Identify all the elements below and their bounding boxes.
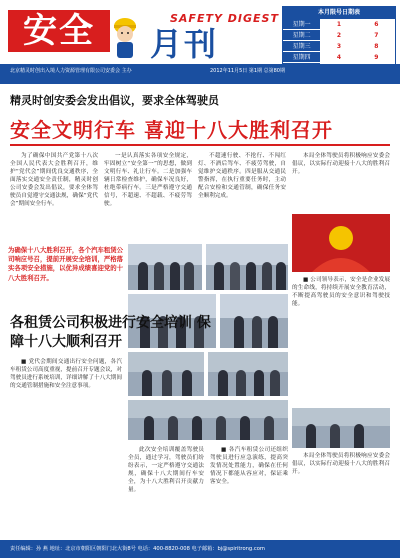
headline-divider	[10, 144, 390, 146]
article-column-2: 一是认真落实各项安全规定，牢固树立“安全第一”的思想，做到文明行车、礼让行车。二是加强车辆日常检查维护，确保车况良好，杜绝带病行车。三是严格遵守交通信号，不超速、不超载、不疲劳驾驶。	[104, 153, 192, 207]
meeting-photo-2	[206, 244, 288, 290]
schedule-num: 7	[374, 32, 379, 39]
lower-column-3: ■ 各汽车租赁公司还组织驾驶员进行应急演练，提高突发情况处置能力，确保在任何情况下都能从容应对，保证乘客安全。	[210, 447, 288, 485]
publisher-line: 北京精灵时创出入境人力资源管理有限公司安委会 主办	[10, 68, 132, 74]
training-photo-1	[128, 352, 204, 396]
footer-text: 责任编辑：孙 燕 地址：北京市朝阳区朝阳门北大街8号 电话：400-8820-008 电子邮箱：bj@spiritrong.com	[10, 546, 265, 552]
right-column-text: ■ 公司领导表示，安全是企业发展的生命线，将持续开展安全教育活动，不断提高驾驶员的安全意识和驾驶技能。	[292, 277, 390, 307]
lower-column-2: 此次安全培训覆盖驾驶员全员，通过学习，驾驶员们纷纷表示，一定严格遵守交通法规，确保十八大期间行车安全，为十八大胜利召开贡献力量。	[128, 447, 204, 493]
training-subhead: 各租赁公司积极进行安全培训 保障十八大顺利召开	[10, 315, 211, 350]
masthead-title: 月刊	[150, 25, 219, 63]
lower-column-1: ■ 党代会期间交通出行安全问题，各汽车租赁公司高度重视，提前召开专题会议，对驾驶员进行系统培训，详细讲解了十八大期间的交通管制措施和安全注意事项。	[10, 359, 122, 389]
schedule-header: 本月限号日期表	[283, 7, 395, 19]
schedule-row	[283, 19, 395, 30]
congress-poster-image	[292, 214, 390, 272]
schedule-num: 2	[336, 32, 342, 39]
flag-emblem-icon	[292, 214, 390, 272]
masthead-info-bar	[0, 64, 400, 84]
masthead-tagline: SAFETY DIGEST	[170, 12, 279, 25]
schedule-num: 3	[336, 43, 342, 50]
event-summary: 为确保十八大胜利召开，各个汽车租赁公司响应号召，提前开展安全培训，严格落实各项安全措施，以优异成绩喜迎党的十八大胜利召开。	[8, 246, 124, 282]
schedule-day: 星期一	[283, 19, 320, 30]
meeting-photo-4	[220, 294, 288, 348]
schedule-num: 8	[374, 43, 379, 50]
training-photo-4	[292, 408, 390, 448]
article-column-1: 为了确保中国共产党第十八次全国人民代表大会胜利召开，维护“党代会”期间优良交通秩序，全面落实交通安全责任制，精灵时创公司安委会发出倡议，要求全体驾驶员自觉遵守交通法规，确保“党代会”期间安全行车。	[10, 153, 98, 207]
training-photo-2	[208, 352, 288, 396]
footer-bar	[0, 540, 400, 558]
masthead	[0, 0, 400, 84]
schedule-num: 6	[374, 21, 379, 28]
training-photo-3	[128, 400, 288, 440]
schedule-day: 星期二	[283, 30, 320, 41]
article-headline: 安全文明行车 喜迎十八大胜利召开	[10, 118, 333, 142]
schedule-num: 1	[336, 21, 342, 28]
schedule-row	[283, 30, 395, 41]
schedule-row	[283, 41, 395, 52]
article-kicker: 精灵时创安委会发出倡议，要求全体驾驶员	[10, 94, 219, 107]
article-column-4: 本局全体驾驶员将积极响应安委会倡议，以实际行动迎接十八大的胜利召开。	[292, 153, 390, 175]
schedule-row	[283, 52, 395, 63]
lower-column-4: 本局全体驾驶员将积极响应安委会倡议，以实际行动迎接十八大的胜利召开。	[292, 453, 390, 475]
schedule-num: 4	[336, 54, 342, 61]
article-column-3: 不超速行驶、不抢行、不闯红灯、不酒后驾车、不疲劳驾驶，自觉维护交通秩序。四是服从交通民警指挥，在执行重要任务时，主动配合安检和交通管制，确保任务安全顺利完成。	[198, 153, 286, 199]
meeting-photo-1	[128, 244, 202, 290]
schedule-day: 星期四	[283, 52, 320, 63]
issue-line: 2012年11月5日 第1期 总第80期	[210, 68, 285, 74]
mascot-icon	[106, 14, 144, 60]
schedule-day: 星期三	[283, 41, 320, 52]
masthead-logo: 安全	[8, 10, 110, 52]
schedule-num: 9	[374, 54, 379, 61]
